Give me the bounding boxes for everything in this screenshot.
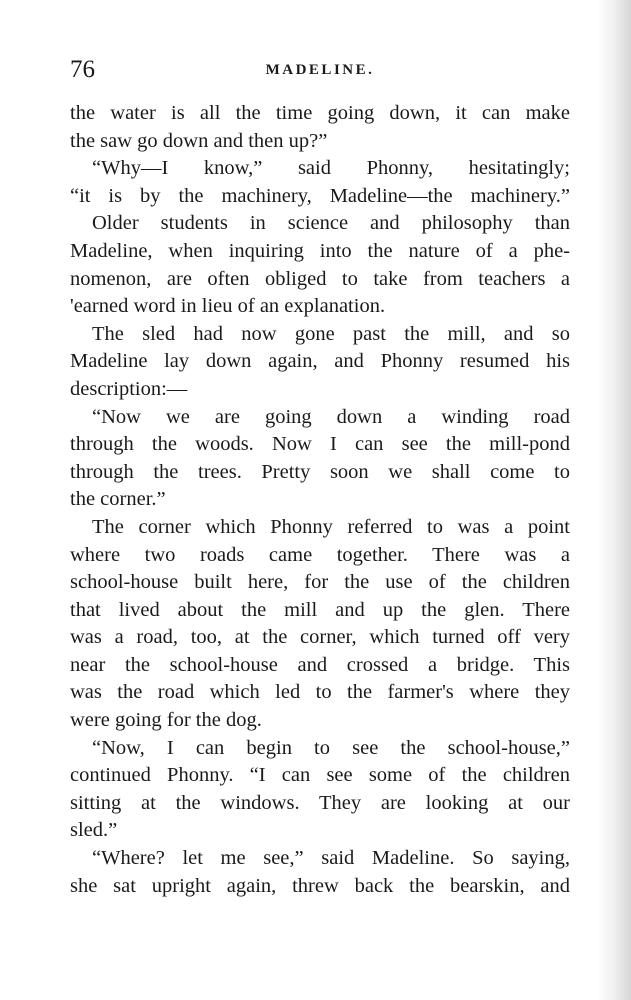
text-line: she sat upright again, threw back the bearskin, and — [70, 874, 570, 897]
text-line: The corner which Phonny referred to was a point — [92, 515, 570, 538]
text-line: Madeline lay down again, and Phonny resumed his — [70, 350, 570, 373]
text-line: sitting at the windows. They are looking at our — [70, 791, 570, 814]
running-head: MADELINE. — [265, 62, 375, 78]
text-line: was a road, too, at the corner, which turned off very — [70, 626, 570, 649]
text-line: “Where? let me see,” said Madeline. So saying, — [92, 847, 570, 870]
text-line: “Why—I know,” said Phonny, hesitatingly; — [92, 157, 570, 180]
text-line: where two roads came together. There was a — [70, 543, 570, 566]
text-line: the water is all the time going down, it can make — [70, 102, 570, 124]
text-line: continued Phonny. “I can see some of the children — [70, 764, 570, 787]
text-line: nomenon, are often obliged to take from teachers a — [70, 267, 570, 290]
text-line: sled.” — [70, 819, 118, 842]
page-header — [70, 56, 570, 88]
text-line: 'earned word in lieu of an explanation. — [70, 295, 386, 318]
text-line: Older students in science and philosophy than — [92, 212, 570, 235]
text-line: “it is by the machinery, Madeline—the machinery.” — [70, 184, 570, 207]
text-line: the corner.” — [70, 488, 166, 511]
text-line: through the woods. Now I can see the mill-pond — [70, 433, 570, 456]
text-line: near the school-house and crossed a bridge. This — [70, 653, 570, 676]
text-line: was the road which led to the farmer's where they — [70, 681, 570, 704]
text-line: were going for the dog. — [70, 709, 262, 732]
body-text — [70, 100, 570, 900]
page-number: 76 — [70, 56, 95, 83]
text-line: Madeline, when inquiring into the nature of a phe- — [70, 239, 570, 262]
text-line: The sled had now gone past the mill, and so — [92, 322, 570, 345]
text-line: the saw go down and then up?” — [70, 129, 328, 152]
text-line: school-house built here, for the use of the children — [70, 571, 570, 594]
page-gutter-shadow — [597, 0, 631, 1000]
text-line: description:— — [70, 377, 188, 400]
text-line: “Now, I can begin to see the school-house,” — [92, 736, 570, 759]
text-line: “Now we are going down a winding road — [92, 405, 570, 428]
text-line: that lived about the mill and up the glen. There — [70, 598, 570, 621]
text-line: through the trees. Pretty soon we shall come to — [70, 460, 570, 483]
